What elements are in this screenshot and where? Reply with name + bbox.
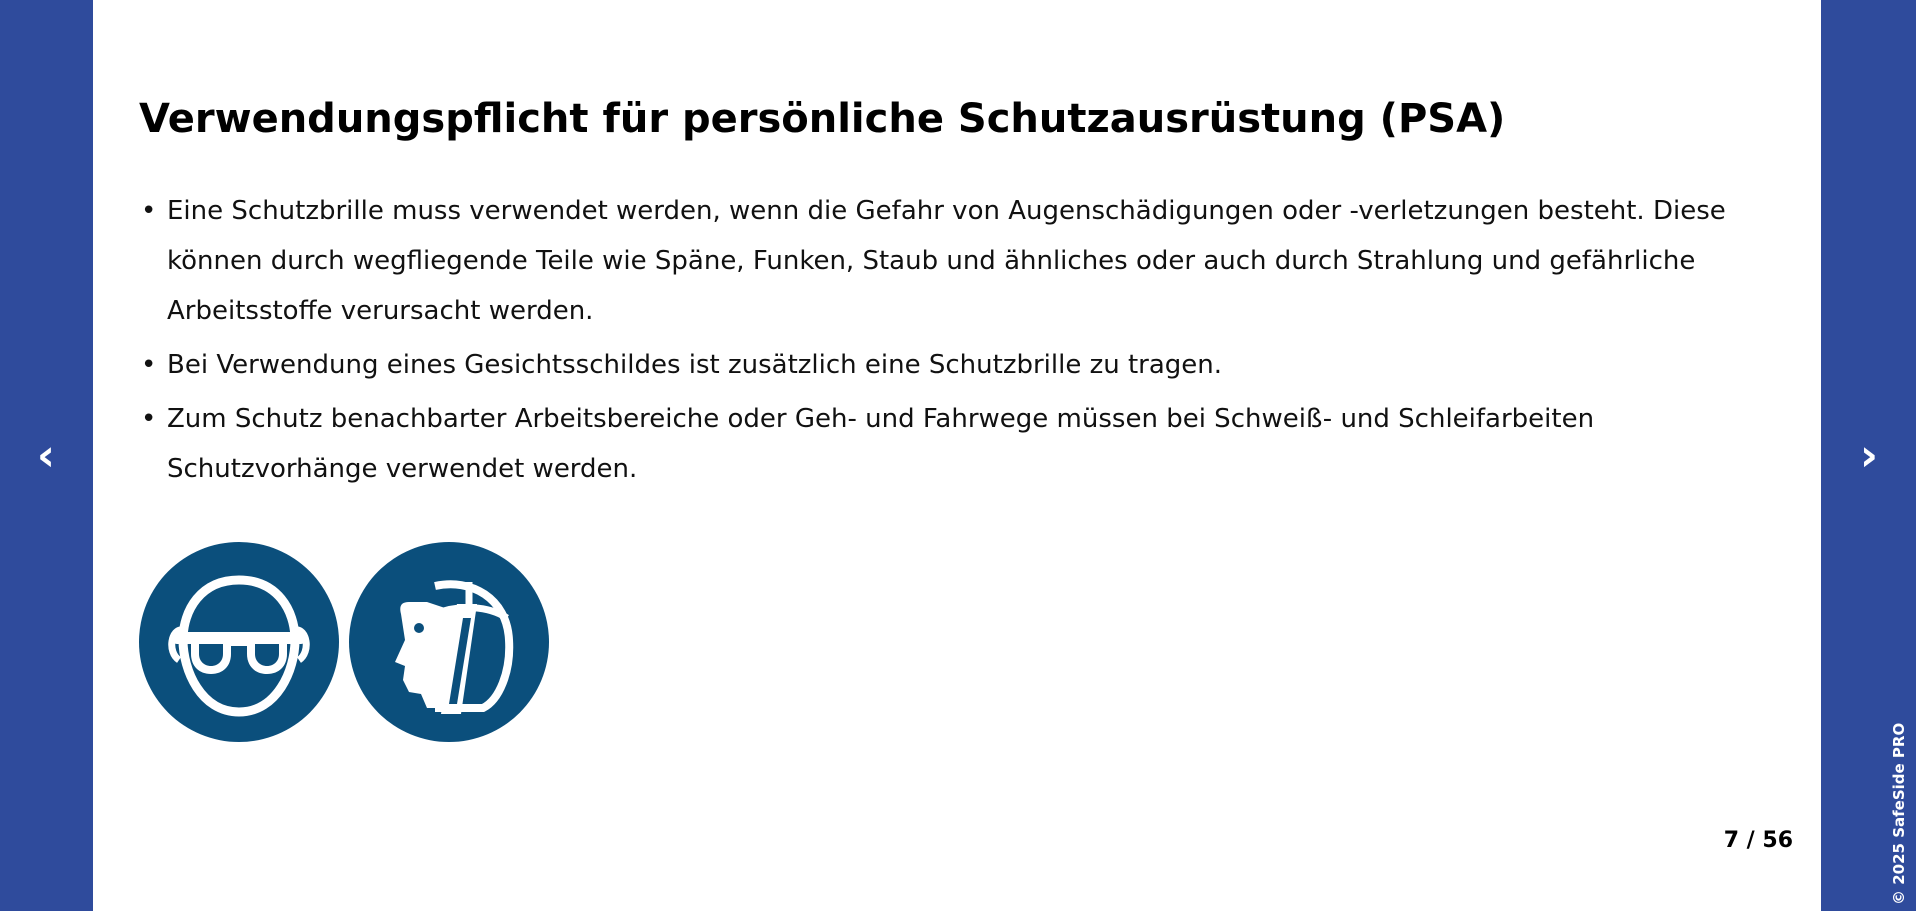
bullet-dot-icon: • <box>141 404 157 434</box>
chevron-right-icon: › <box>1859 430 1879 481</box>
ppe-signs <box>139 542 549 742</box>
bullet-item <box>139 394 1799 494</box>
safety-goggles-sign-icon <box>139 542 339 742</box>
bullet-item <box>139 186 1799 336</box>
bullet-text: Eine Schutzbrille muss verwendet werden, wenn die Gefahr von Augenschädigungen oder -verletzungen besteht. Diese können durch wegfliegende Teile wie Späne, Funken, Staub und ähnliches oder auch durch Strahlung und gefährliche Arbeitsstoffe verursacht werden. <box>167 196 1726 326</box>
copyright-notice: © 2025 SafeSide PRO <box>1890 722 1908 905</box>
bullet-text: Zum Schutz benachbarter Arbeitsbereiche oder Geh- und Fahrwege müssen bei Schweiß- und Schleifarbeiten Schutzvorhänge verwendet werden. <box>167 404 1595 484</box>
slide-content <box>93 0 1821 911</box>
chevron-left-icon: ‹ <box>36 430 56 481</box>
bullet-list <box>139 186 1799 498</box>
bullet-text: Bei Verwendung eines Gesichtsschildes ist zusätzlich eine Schutzbrille zu tragen. <box>167 350 1223 380</box>
bullet-dot-icon: • <box>141 350 157 380</box>
previous-slide-button[interactable] <box>16 426 76 486</box>
page-counter: 7 / 56 <box>1723 828 1793 853</box>
bullet-dot-icon: • <box>141 196 157 226</box>
bullet-item <box>139 340 1799 390</box>
next-slide-button[interactable] <box>1839 426 1899 486</box>
slide-title: Verwendungspflicht für persönliche Schutzausrüstung (PSA) <box>139 96 1506 142</box>
face-shield-sign-icon <box>349 542 549 742</box>
